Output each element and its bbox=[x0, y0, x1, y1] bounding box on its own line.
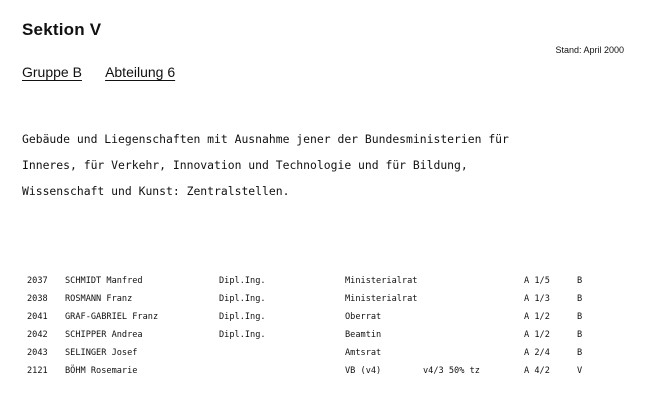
table-row bbox=[27, 294, 627, 312]
staff-name: ROSMANN Franz bbox=[65, 294, 133, 304]
staff-title: Dipl.Ing. bbox=[219, 330, 266, 340]
staff-code: B bbox=[577, 312, 583, 322]
stand-date: Stand: April 2000 bbox=[555, 45, 624, 55]
staff-code: B bbox=[577, 348, 583, 358]
description-text: Gebäude und Liegenschaften mit Ausnahme jener der Bundesministerien für Inneres, für Verkehr, Innovation und Technologie und für Bildung, Wissenschaft und Kunst: Zentralstellen. bbox=[22, 132, 509, 198]
staff-extra: v4/3 50% tz bbox=[423, 366, 480, 376]
staff-number: 2042 bbox=[27, 330, 48, 340]
staff-grade: A 2/4 bbox=[524, 348, 550, 358]
group-department-line bbox=[22, 64, 195, 80]
staff-position: Ministerialrat bbox=[345, 294, 418, 304]
staff-grade: A 1/2 bbox=[524, 312, 550, 322]
staff-name: SCHMIDT Manfred bbox=[65, 276, 143, 286]
staff-grade: A 1/2 bbox=[524, 330, 550, 340]
staff-grade: A 1/3 bbox=[524, 294, 550, 304]
table-row bbox=[27, 276, 627, 294]
staff-number: 2038 bbox=[27, 294, 48, 304]
staff-name: SCHIPPER Andrea bbox=[65, 330, 143, 340]
staff-code: B bbox=[577, 330, 583, 340]
staff-number: 2037 bbox=[27, 276, 48, 286]
staff-name: BÖHM Rosemarie bbox=[65, 366, 138, 376]
staff-name: SELINGER Josef bbox=[65, 348, 138, 358]
staff-position: VB (v4) bbox=[345, 366, 382, 376]
table-row bbox=[27, 330, 627, 348]
staff-position: Beamtin bbox=[345, 330, 382, 340]
table-row bbox=[27, 366, 627, 384]
staff-grade: A 1/5 bbox=[524, 276, 550, 286]
staff-title: Dipl.Ing. bbox=[219, 294, 266, 304]
staff-position: Oberrat bbox=[345, 312, 382, 322]
staff-name: GRAF-GABRIEL Franz bbox=[65, 312, 159, 322]
staff-code: V bbox=[577, 366, 583, 376]
staff-table bbox=[27, 276, 627, 384]
staff-title: Dipl.Ing. bbox=[219, 276, 266, 286]
staff-position: Ministerialrat bbox=[345, 276, 418, 286]
staff-grade: A 4/2 bbox=[524, 366, 550, 376]
staff-code: B bbox=[577, 294, 583, 304]
group-label: Gruppe B bbox=[22, 64, 82, 80]
table-row bbox=[27, 348, 627, 366]
staff-number: 2041 bbox=[27, 312, 48, 322]
staff-code: B bbox=[577, 276, 583, 286]
staff-title: Dipl.Ing. bbox=[219, 312, 266, 322]
staff-number: 2043 bbox=[27, 348, 48, 358]
section-title: Sektion V bbox=[22, 20, 102, 39]
table-row bbox=[27, 312, 627, 330]
department-label: Abteilung 6 bbox=[105, 64, 176, 80]
staff-number: 2121 bbox=[27, 366, 48, 376]
staff-position: Amtsrat bbox=[345, 348, 382, 358]
